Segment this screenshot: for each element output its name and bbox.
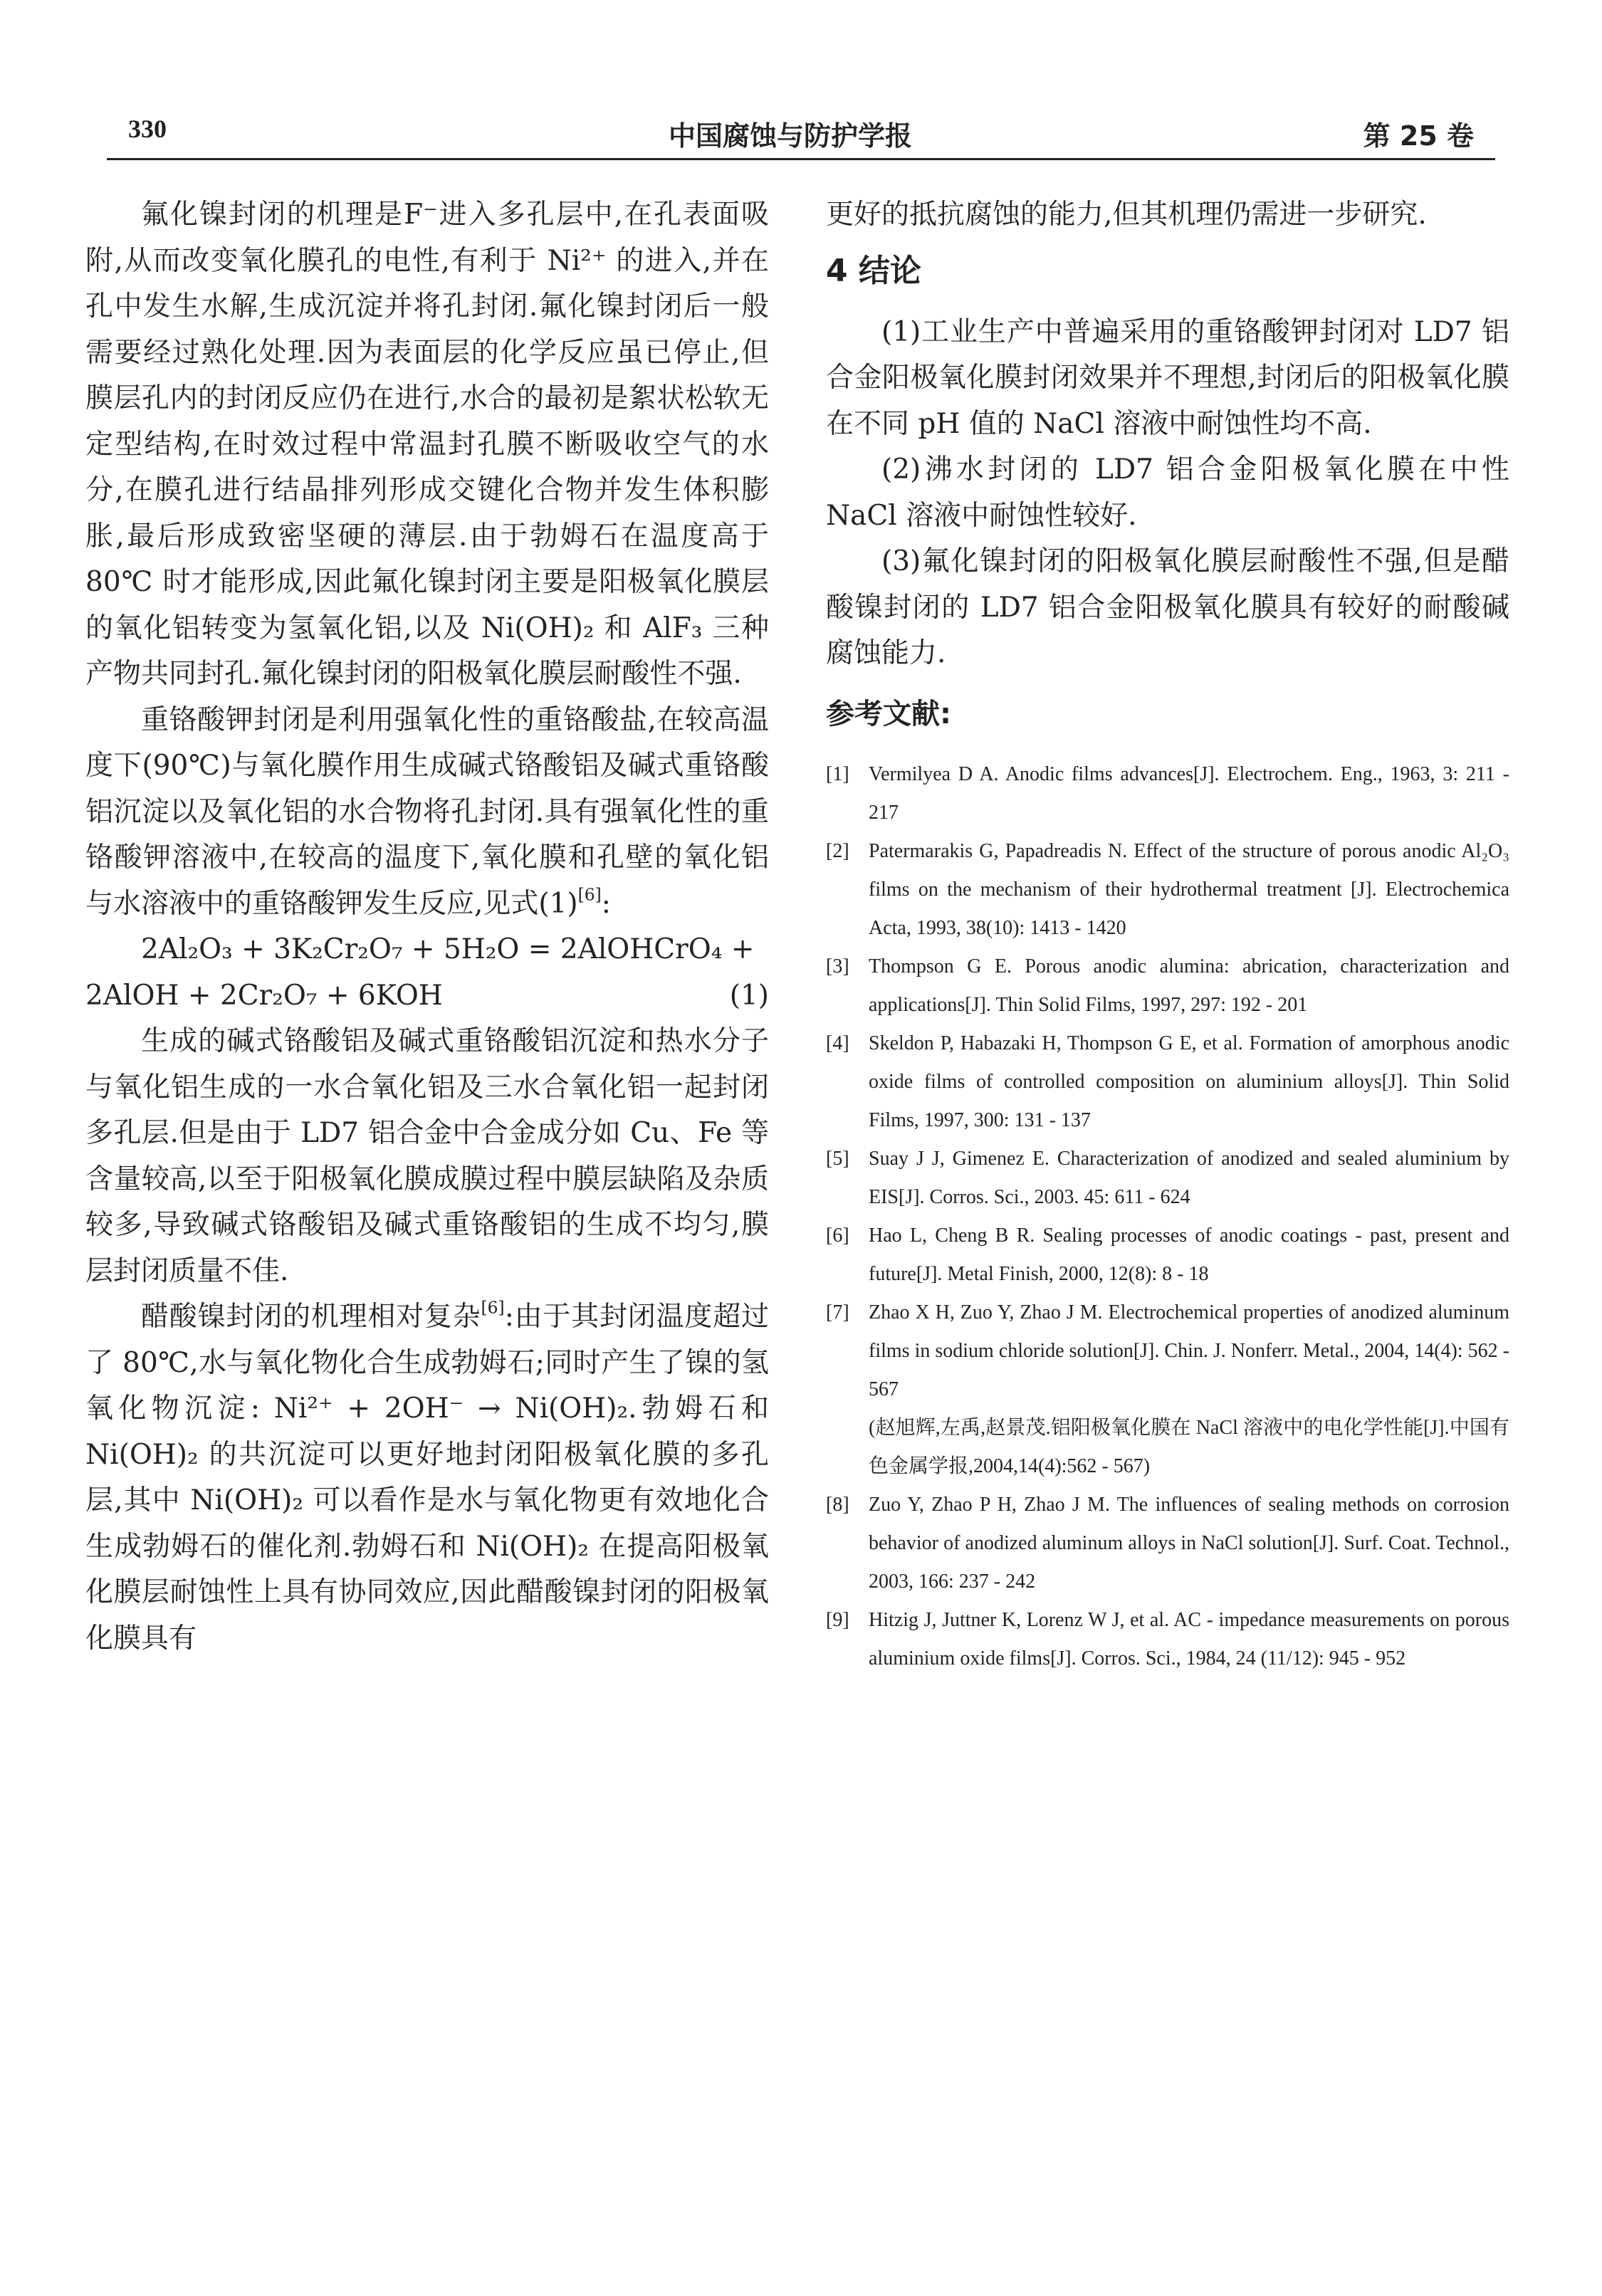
page-number: 330 bbox=[128, 115, 167, 143]
reference-item bbox=[826, 1140, 1509, 1217]
page-header bbox=[107, 114, 1474, 157]
paragraph-dichromate-end: : bbox=[601, 887, 611, 920]
reference-number: [1] bbox=[826, 762, 849, 785]
paragraph-nickel-acetate-b: :由于其封闭温度超过了 80℃,水与氧化物化合生成勃姆石;同时产生了镍的氢氧化物沉淀: Ni²⁺ + 2OH⁻ → Ni(OH)₂.勃姆石和 Ni(OH)₂ 的共沉淀可以更好地封闭阳极氧化膜的多孔层,其中 Ni(OH)₂ 可以看作是水与氧化物更有效地化合生成勃姆石的催化剂.勃姆石和 Ni(OH)₂ 在提高阳极氧化膜层耐蚀性上具有协同效应,因此醋酸镍封闭的阳极氧化膜具有 bbox=[85, 1301, 769, 1655]
reference-text: Suay J J, Gimenez E. Characterization of anodized and sealed aluminium by EIS[J]. Corros. Sci., 2003. 45: 611 - 624 bbox=[869, 1147, 1509, 1208]
paragraph-dichromate-text: 重铬酸钾封闭是利用强氧化性的重铬酸盐,在较高温度下(90℃)与氧化膜作用生成碱式铬酸铝及碱式重铬酸铝沉淀以及氧化铝的水合物将孔封闭.具有强氧化性的重铬酸钾溶液中,在较高的温度下,氧化膜和孔壁的氧化铝与水溶液中的重铬酸钾发生反应,见式(1) bbox=[85, 703, 769, 920]
reference-item bbox=[826, 1217, 1509, 1294]
journal-title: 中国腐蚀与防护学报 bbox=[668, 120, 912, 152]
left-column bbox=[85, 192, 769, 1662]
reference-text-zh: (赵旭辉,左禹,赵景茂.铝阳极氧化膜在 NaCl 溶液中的电化学性能[J].中国有色金属学报,2004,14(4):562 - 567) bbox=[869, 1416, 1509, 1477]
reference-number: [9] bbox=[826, 1608, 849, 1631]
paragraph-dichromate bbox=[85, 698, 769, 928]
reference-number: [8] bbox=[826, 1493, 849, 1516]
equation-text-2: 2AlOH + 2Cr₂O₇ + 6KOH bbox=[85, 979, 443, 1012]
reference-text-en: Zhao X H, Zuo Y, Zhao J M. Electrochemical properties of anodized aluminum films in sodium chloride solution[J]. Chin. J. Nonferr. Metal., 2004, 14(4): 562 - 567 bbox=[869, 1301, 1509, 1400]
paragraph-nickel-acetate-a: 醋酸镍封闭的机理相对复杂 bbox=[141, 1301, 481, 1333]
equation-text-1: 2Al₂O₃ + 3K₂Cr₂O₇ + 5H₂O = 2AlOHCrO₄ + bbox=[141, 933, 755, 965]
volume-label: 第 25 卷 bbox=[1363, 120, 1474, 152]
reference-number: [3] bbox=[826, 955, 849, 977]
reference-text: Zuo Y, Zhao P H, Zhao J M. The influences of sealing methods on corrosion behavior of anodized aluminum alloys in NaCl solution[J]. Surf. Coat. Technol., 2003, 166: 237 - 242 bbox=[869, 1493, 1509, 1593]
reference-item bbox=[826, 1024, 1509, 1140]
reference-number: [6] bbox=[826, 1224, 849, 1247]
equation-number: (1) bbox=[729, 979, 769, 1012]
reference-number: [2] bbox=[826, 839, 849, 862]
section-title-conclusion: 4 结论 bbox=[826, 252, 921, 289]
conclusion-1: (1)工业生产中普遍采用的重铬酸钾封闭对 LD7 铝合金阳极氧化膜封闭效果并不理想,封闭后的阳极氧化膜在不同 pH 值的 NaCl 溶液中耐蚀性均不高. bbox=[826, 315, 1509, 440]
references-title: 参考文献: bbox=[826, 697, 951, 730]
conclusion-3: (3)氟化镍封闭的阳极氧化膜层耐酸性不强,但是醋酸镍封闭的 LD7 铝合金阳极氧化膜具有较好的耐酸碱腐蚀能力. bbox=[826, 545, 1509, 669]
conclusion-2: (2)沸水封闭的 LD7 铝合金阳极氧化膜在中性 NaCl 溶液中耐蚀性较好. bbox=[826, 454, 1509, 532]
paragraph-nickel-fluoride: 氟化镍封闭的机理是F⁻进入多孔层中,在孔表面吸附,从而改变氧化膜孔的电性,有利于 Ni²⁺ 的进入,并在孔中发生水解,生成沉淀并将孔封闭.氟化镍封闭后一般需要经过熟化处理.因为表面层的化学反应虽已停止,但膜层孔内的封闭反应仍在进行,水合的最初是絮状松软无定型结构,在时效过程中常温封孔膜不断吸收空气的水分,在膜孔进行结晶排列形成交键化合物并发生体积膨胀,最后形成致密坚硬的薄层.由于勃姆石在温度高于 80℃ 时才能形成,因此氟化镍封闭主要是阳极氧化膜层的氧化铝转变为氢氧化铝,以及 Ni(OH)₂ 和 AlF₃ 三种产物共同封孔.氟化镍封闭的阳极氧化膜层耐酸性不强. bbox=[85, 199, 769, 690]
reference-item bbox=[826, 948, 1509, 1024]
reference-number: [4] bbox=[826, 1032, 849, 1054]
reference-list bbox=[826, 755, 1509, 1678]
reference-text: Hitzig J, Juttner K, Lorenz W J, et al. AC - impedance measurements on porous aluminium oxide films[J]. Corros. Sci., 1984, 24 (11/12): 945 - 952 bbox=[869, 1608, 1509, 1669]
reference-item bbox=[826, 1601, 1509, 1678]
reference-text: Thompson G E. Porous anodic alumina: abrication, characterization and applications[J]. Thin Solid Films, 1997, 297: 192 - 201 bbox=[869, 955, 1509, 1016]
reference-item bbox=[826, 1294, 1509, 1486]
reference-item bbox=[826, 755, 1509, 832]
paragraph-nickel-acetate bbox=[85, 1294, 769, 1662]
citation-6b: [6] bbox=[481, 1297, 505, 1318]
reference-number: [5] bbox=[826, 1147, 849, 1170]
reference-text: Hao L, Cheng B R. Sealing processes of anodic coatings - past, present and future[J]. Metal Finish, 2000, 12(8): 8 - 18 bbox=[869, 1224, 1509, 1285]
reference-text: Patermarakis G, Papadreadis N. Effect of the structure of porous anodic Al₂O₃ films on the mechanism of their hydrothermal treatment [J]. Electrochemica Acta, 1993, 38(10): 1413 - 1420 bbox=[869, 839, 1509, 939]
reference-item bbox=[826, 832, 1509, 948]
citation-6: [6] bbox=[577, 884, 602, 904]
reference-text bbox=[869, 1294, 1509, 1486]
paragraph-continued: 更好的抵抗腐蚀的能力,但其机理仍需进一步研究. bbox=[826, 199, 1427, 231]
reference-text: Vermilyea D A. Anodic films advances[J]. Electrochem. Eng., 1963, 3: 211 - 217 bbox=[869, 762, 1509, 824]
right-column bbox=[826, 192, 1509, 1678]
reference-item bbox=[826, 1486, 1509, 1601]
header-rule bbox=[107, 158, 1495, 160]
equation-line-2 bbox=[85, 973, 769, 1019]
equation-line-1 bbox=[85, 927, 769, 973]
reference-text: Skeldon P, Habazaki H, Thompson G E, et al. Formation of amorphous anodic oxide films of controlled composition on aluminium alloys[J]. Thin Solid Films, 1997, 300: 131 - 137 bbox=[869, 1032, 1509, 1131]
paragraph-precipitate: 生成的碱式铬酸铝及碱式重铬酸铝沉淀和热水分子与氧化铝生成的一水合氧化铝及三水合氧化铝一起封闭多孔层.但是由于 LD7 铝合金中合金成分如 Cu、Fe 等含量较高,以至于阳极氧化膜成膜过程中膜层缺陷及杂质较多,导致碱式铬酸铝及碱式重铬酸铝的生成不均匀,膜层封闭质量不佳. bbox=[85, 1025, 769, 1287]
reference-number: [7] bbox=[826, 1301, 849, 1323]
